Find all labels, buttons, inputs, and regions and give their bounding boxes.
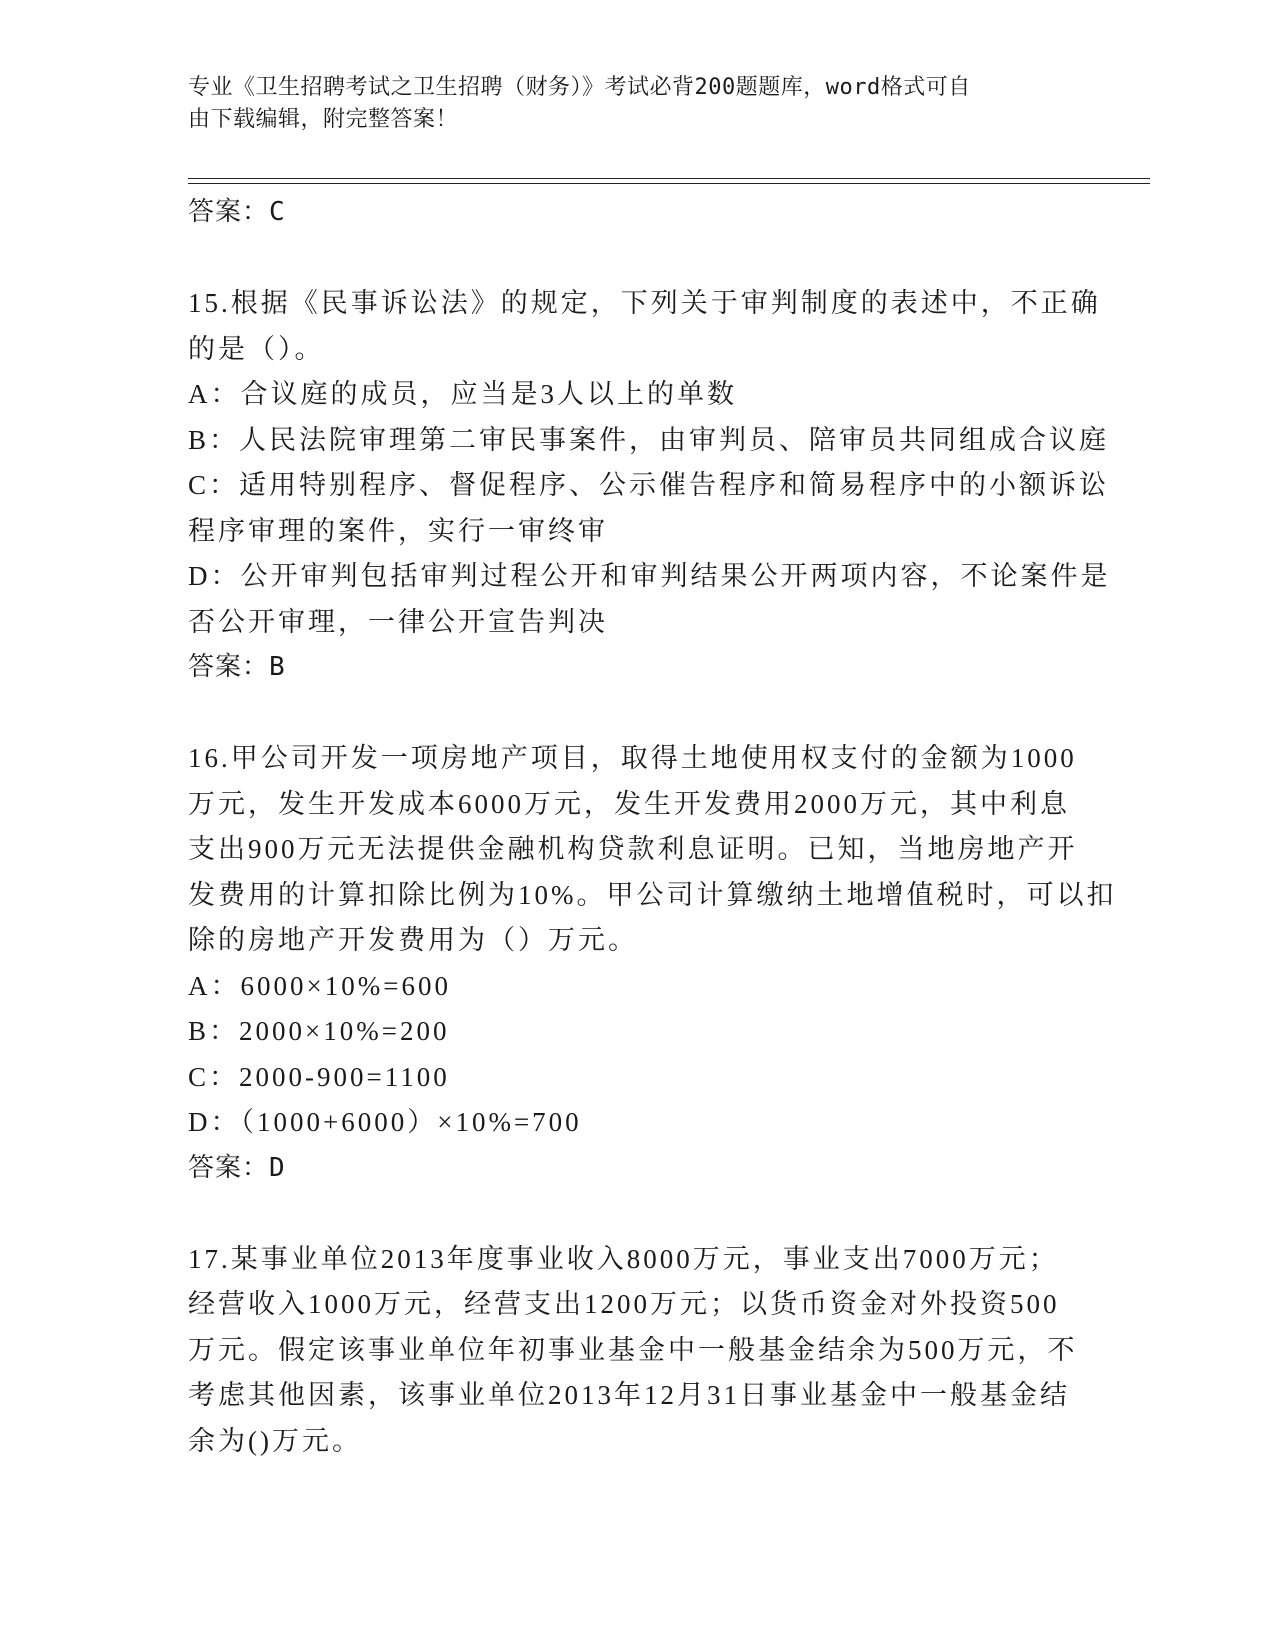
page-header [188,72,1068,136]
q15-stem-line-1: 15.根据《民事诉讼法》的规定，下列关于审判制度的表述中，不正确 [188,288,1101,318]
q16-option-c: C：2000-900=1100 [188,1061,450,1092]
header-divider-bottom [188,183,1150,184]
q15-option-c-line-1: C：适用特别程序、督促程序、公示催告程序和简易程序中的小额诉讼 [188,470,1110,500]
q17-stem-line-2: 经营收入1000万元，经营支出1200万元；以货币资金对外投资500 [188,1289,1060,1319]
header-line-2: 由下载编辑，附完整答案！ [188,107,459,132]
question-15 [188,281,1111,691]
q15-option-d-line-1: D：公开审判包括审判过程公开和审判结果公开两项内容，不论案件是 [188,561,1111,591]
q17-stem-line-3: 万元。假定该事业单位年初事业基金中一般基金结余为500万元，不 [188,1334,1078,1365]
q16-option-b: B：2000×10%=200 [188,1016,450,1046]
q17-stem-line-5: 余为()万元。 [188,1425,362,1456]
q15-option-c-line-2: 程序审理的案件，实行一审终审 [188,515,608,546]
q15-option-d-line-2: 否公开审理，一律公开宣告判决 [188,606,608,637]
question-17 [188,1237,1088,1465]
q15-option-b: B：人民法院审理第二审民事案件，由审判员、陪审员共同组成合议庭 [188,424,1110,455]
q16-stem-line-5: 除的房地产开发费用为（）万元。 [188,925,638,955]
question-content [188,190,1117,1464]
question-16 [188,736,1117,1191]
q16-option-d: D：（1000+6000）×10%=700 [188,1107,582,1137]
q16-stem-line-4: 发费用的计算扣除比例为10%。甲公司计算缴纳土地增值税时，可以扣 [188,879,1117,910]
q17-stem-line-1: 17.某事业单位2013年度事业收入8000万元，事业支出7000万元； [188,1243,1059,1274]
q15-stem-line-2: 的是（）。 [188,333,325,364]
q15-answer: 答案：B [188,652,286,682]
q16-answer: 答案：D [188,1152,286,1183]
previous-answer: 答案：C [188,197,286,227]
q16-option-a: A：6000×10%=600 [188,970,451,1001]
q16-stem-line-1: 16.甲公司开发一项房地产项目，取得土地使用权支付的金额为1000 [188,743,1077,773]
header-divider-top [188,178,1150,179]
header-line-1: 专业《卫生招聘考试之卫生招聘（财务）》考试必背200题题库，word格式可自 [188,75,971,100]
q17-stem-line-4: 考虑其他因素，该事业单位2013年12月31日事业基金中一般基金结 [188,1380,1070,1410]
q16-stem-line-3: 支出900万元无法提供金融机构贷款利息证明。已知，当地房地产开 [188,834,1078,864]
q16-stem-line-2: 万元，发生开发成本6000万元，发生开发费用2000万元，其中利息 [188,788,1070,819]
q15-option-a: A：合议庭的成员，应当是3人以上的单数 [188,379,737,409]
